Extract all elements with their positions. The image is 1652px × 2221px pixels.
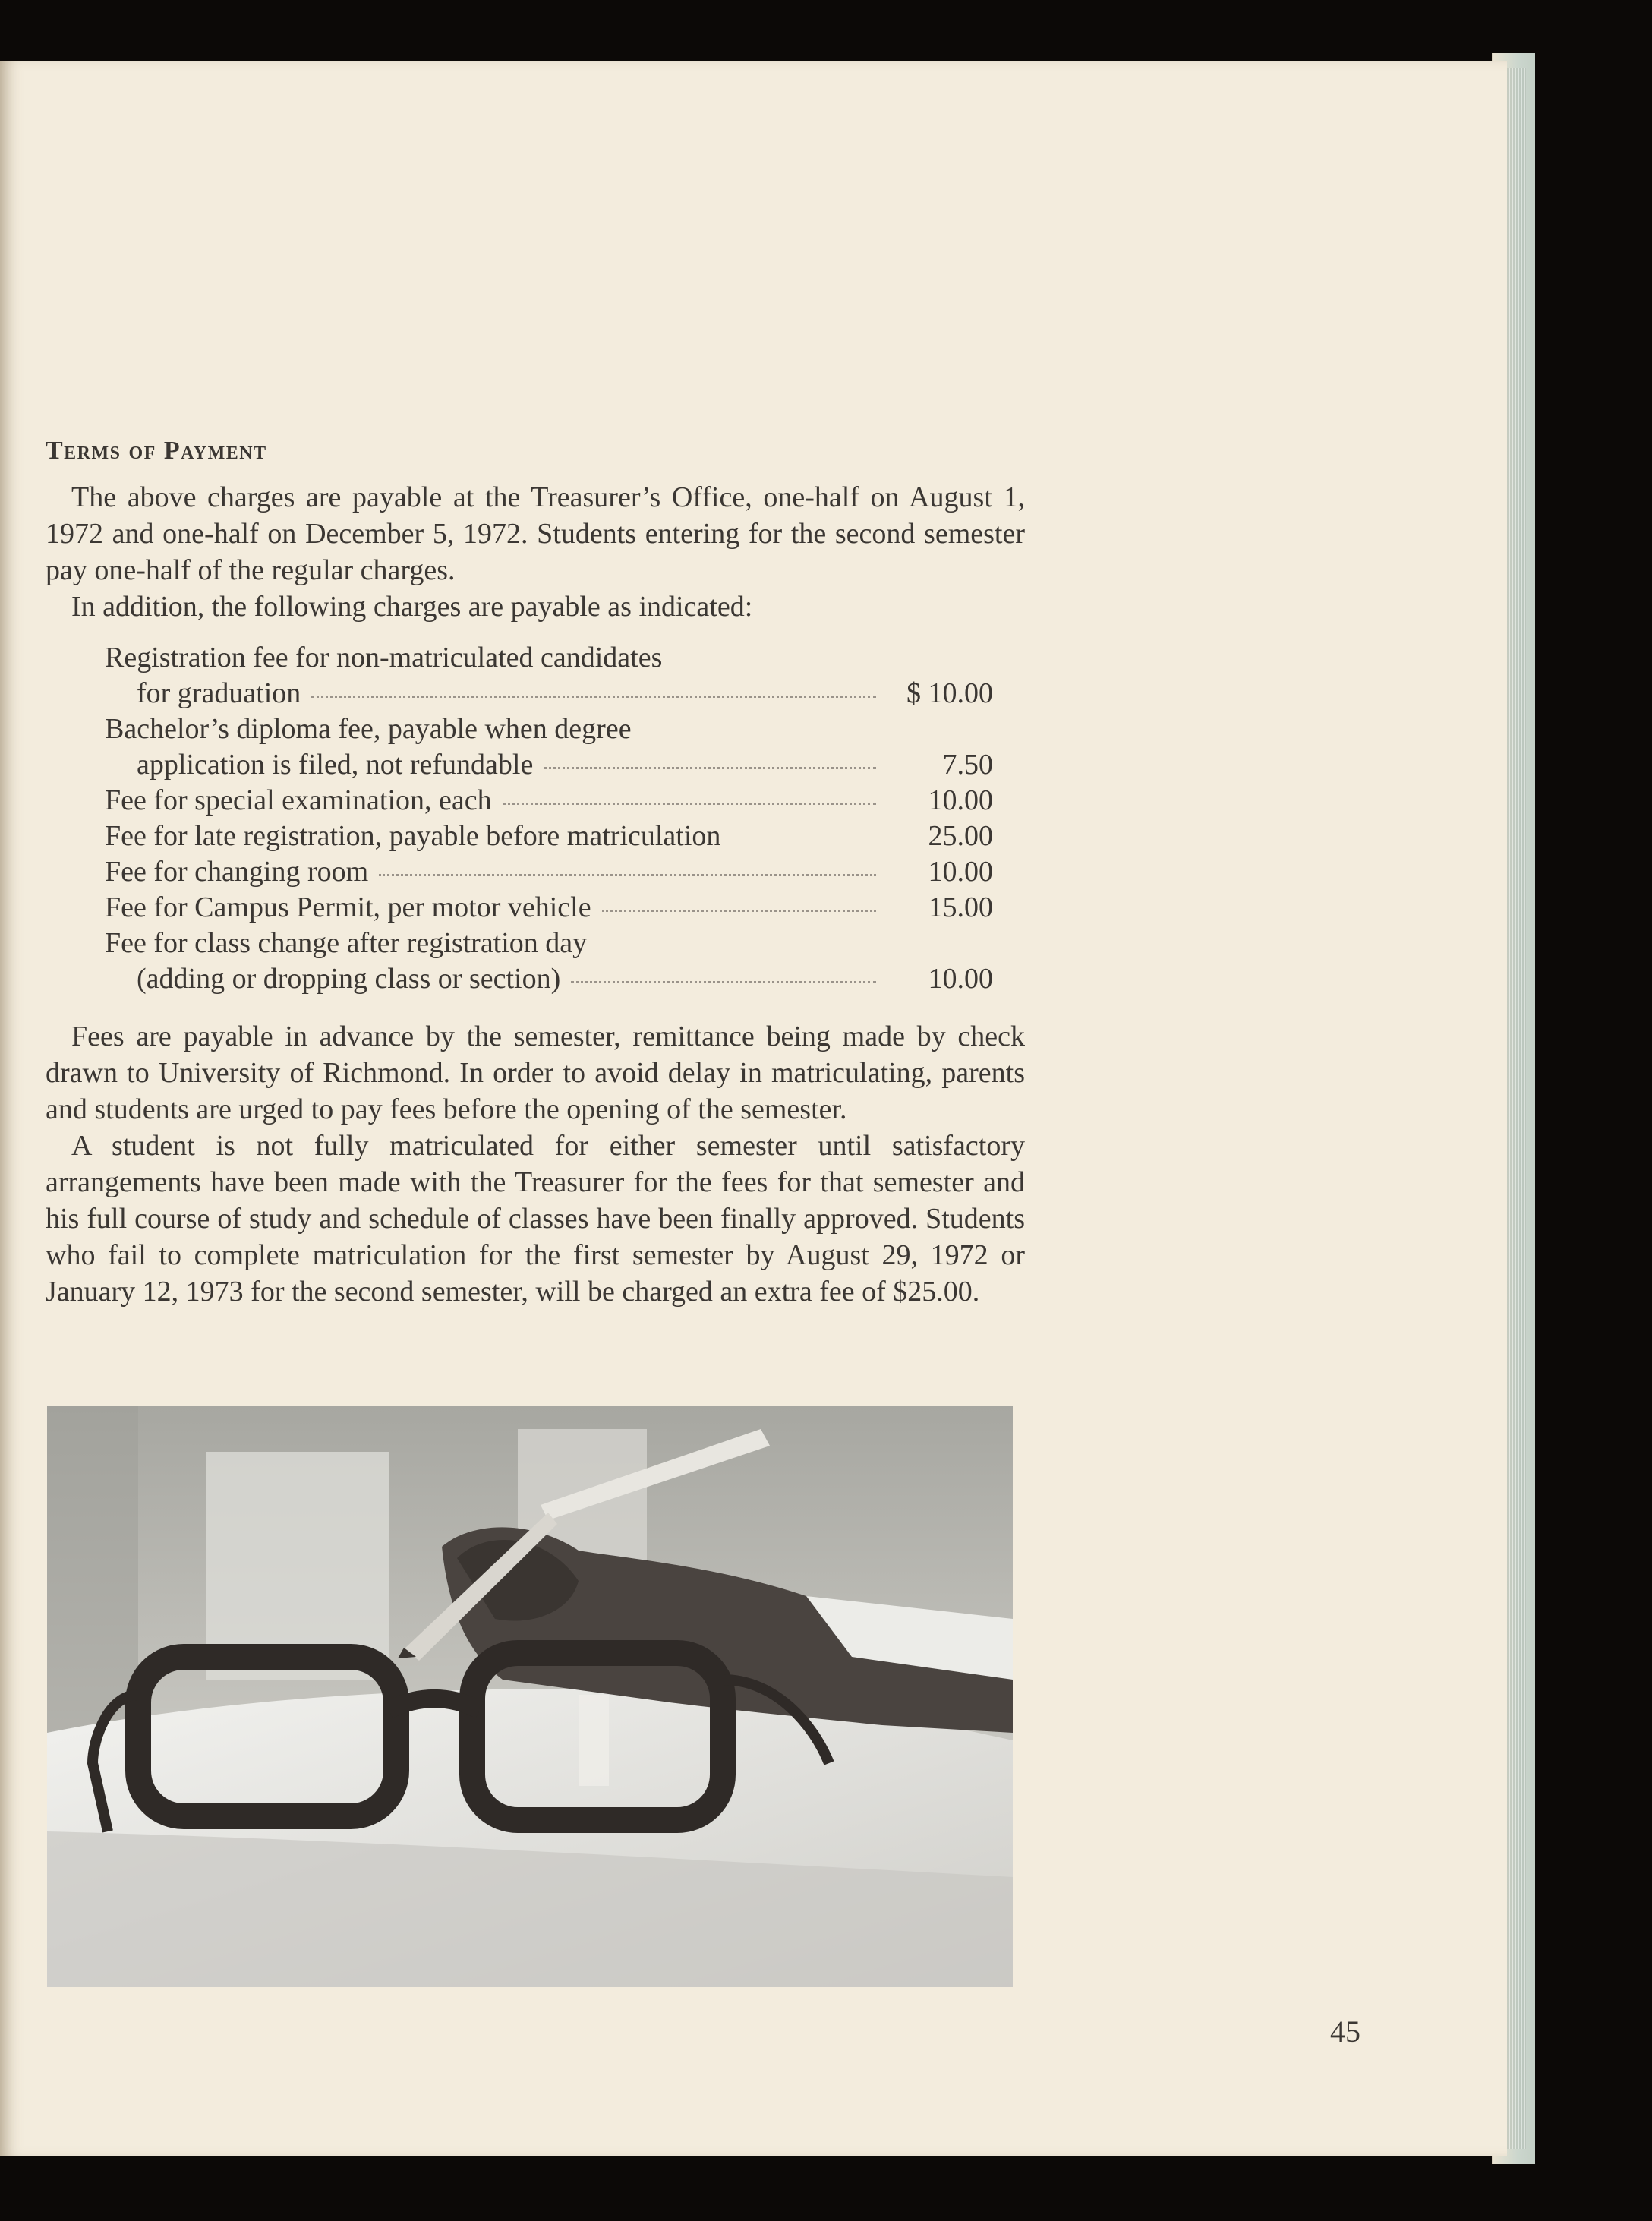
- leader-dots: [602, 909, 876, 912]
- paragraph-advance-payment: Fees are payable in advance by the semester, remittance being made by check drawn to University of Richmond. In order to avoid delay in matriculating, parents and students are urged to pay fees before the opening of the semester.: [46, 1021, 1025, 1125]
- fee-amount: 7.50: [942, 749, 993, 781]
- paragraph-payment-terms: The above charges are payable at the Treasurer’s Office, one-half on August 1, 1972 and one-half on December 5, 1972. Students entering for the second semester pay one-half of the regular charges.: [46, 481, 1025, 586]
- fee-label: Fee for class change after registration day: [105, 927, 588, 959]
- fee-amount: 10.00: [928, 856, 993, 888]
- leader-dots: [379, 873, 876, 876]
- fee-label-continued: application is filed, not refundable: [137, 749, 534, 781]
- page-number: 45: [1330, 2014, 1360, 2049]
- fee-label: Bachelor’s diploma fee, payable when degree: [105, 713, 632, 745]
- section-heading: Terms of Payment: [46, 437, 267, 465]
- leader-dots: [544, 766, 876, 769]
- fee-item: [105, 640, 993, 711]
- fee-item: [105, 926, 993, 997]
- fee-amount: $ 10.00: [906, 677, 993, 709]
- page-content: [46, 437, 1025, 1310]
- leader-dots: [503, 802, 876, 805]
- fee-label: Fee for Campus Permit, per motor vehicle: [105, 891, 591, 923]
- leader-gap: [731, 840, 876, 841]
- fee-label: Fee for changing room: [105, 856, 369, 888]
- fee-item: [105, 854, 993, 890]
- photo-illustration: [47, 1406, 1013, 1987]
- leader-dots: [311, 695, 876, 698]
- fee-amount: 15.00: [928, 891, 993, 923]
- paragraph-matriculation: A student is not fully matriculated for either semester until satisfactory arrangements have been made with the Treasurer for the fees for that semester and his full course of study and schedule of classes have been finally approved. Students who fail to complete matriculation for the first semester by August 29, 1972 or January 12, 1973 for the second semester, will be charged an extra fee of $25.00.: [46, 1130, 1025, 1308]
- fee-label: Fee for late registration, payable before matriculation: [105, 820, 721, 852]
- photo-hand-pencil-eyeglasses: [47, 1406, 1013, 1987]
- fee-label-continued: for graduation: [137, 677, 301, 709]
- leader-dots: [571, 980, 876, 983]
- fee-table: [105, 640, 993, 997]
- fee-label-continued: (adding or dropping class or section): [137, 963, 561, 995]
- fee-amount: 25.00: [928, 820, 993, 852]
- fee-item: [105, 890, 993, 926]
- fee-label: Fee for special examination, each: [105, 784, 492, 816]
- paragraph-additional-charges: In addition, the following charges are payable as indicated:: [71, 591, 753, 623]
- fee-item: [105, 711, 993, 783]
- fee-label: Registration fee for non-matriculated candidates: [105, 642, 663, 674]
- fee-amount: 10.00: [928, 963, 993, 995]
- fee-item: [105, 783, 993, 819]
- fee-amount: 10.00: [928, 784, 993, 816]
- fee-item: [105, 819, 993, 854]
